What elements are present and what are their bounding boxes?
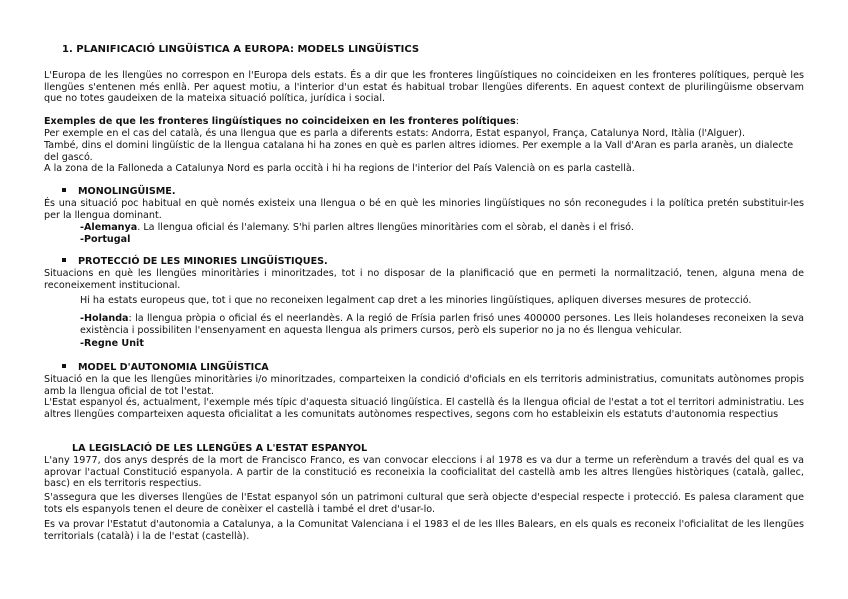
examples-heading-suffix: : <box>515 116 519 127</box>
examples-line-2: També, dins el domini lingüístic de la llengua catalana hi ha zones en què es parlen altres idiomes. Per exemple a la Vall d'Aran es parla aranès, un dialecte del gascó. <box>44 140 794 163</box>
examples-heading <box>44 116 804 128</box>
legislacio-paragraph-1: L'any 1977, dos anys després de la mort de Francisco Franco, es van convocar eleccions i al 1978 es va dur a terme un referèndum a través del qual es va aprovar l'actual Constitució espanyola. A partir de la constitució es reconeixia la cooficialitat del castellà amb les altres llengües històriques (català, gallec, basc) en els territoris respectius. <box>44 455 804 490</box>
example-text-holanda: : la llengua pròpia o oficial és el neerlandès. A la regió de Frísia parlen frisó unes 400000 persones. Les lleis holandeses reconeixen la seva existència i possibiliten l'ensenyament en aquesta llengua als primers cursos, però els superior no ja no és llengua vehicular. <box>80 313 804 336</box>
example-name-holanda: -Holanda <box>80 313 129 324</box>
autonomia-text-1: Situació en la que les llengües minoritàries i/o minoritzades, comparteixen la condició d'oficials en els territoris administratius, comunitats autònomes propis amb la llengua oficial de tot l'estat. <box>44 374 804 397</box>
page-title: 1. PLANIFICACIÓ LINGÜÍSTICA A EUROPA: MODELS LINGÜÍSTICS <box>62 44 420 55</box>
examples-line-3: A la zona de la Falloneda a Catalunya Nord es parla occità i hi ha regions de l'interior del País Valencià on es parla castellà. <box>44 163 635 174</box>
autonomia-text-2: L'Estat espanyol és, actualment, l'exemple més típic d'aquesta situació lingüística. El castellà és la llengua oficial de l'estat a tot el territori administratiu. Les altres llengües comparteixen aquesta oficialitat a les comunitats autònomes respectives, segons com ho estableixin els estatuts d'autonomia respectius <box>44 397 804 420</box>
bullet-square-icon <box>62 364 66 368</box>
intro-paragraph: L'Europa de les llengües no correspon en l'Europa dels estats. És a dir que les fronteres lingüístiques no coincideixen en les fronteres polítiques, perquè les llengües s'entenen més enllà. Per aquest motiu, a l'interior d'un estat és habitual trobar llengües diferents. En aquest context de plurilingüisme observam que no totes gaudeixen de la mateixa situació política, jurídica i social. <box>44 70 804 105</box>
legislacio-heading: LA LEGISLACIÓ DE LES LLENGÜES A L'ESTAT ESPANYOL <box>72 443 368 454</box>
example-text-alemanya: . La llengua oficial és l'alemany. S'hi parlen altres llengües minoritàries com el sòrab, el danès i el frisó. <box>137 222 634 233</box>
example-name-portugal: -Portugal <box>80 234 131 245</box>
legislacio-paragraph-2: S'assegura que les diverses llengües de l'Estat espanyol són un patrimoni cultural que serà objecte d'especial respecte i protecció. Es palesa clarament que tots els espanyols tenen el deure de conèixer el castellà i també el dret d'usar-lo. <box>44 492 804 515</box>
example-name-alemanya: -Alemanya <box>80 222 138 233</box>
examples-line-1: Per exemple en el cas del català, és una llengua que es parla a diferents estats: Andorra, Estat espanyol, França, Catalunya Nord, Itàlia (l'Alguer). <box>44 128 746 139</box>
monolinguisme-text: És una situació poc habitual en què només existeix una llengua o bé en què les minories lingüístiques no són reconegudes i la política pretén substituir-les per la llengua dominant. <box>44 198 804 221</box>
monolinguisme-heading-text: MONOLINGÜISME. <box>78 186 176 197</box>
legislacio-paragraph-3: Es va provar l'Estatut d'autonomia a Catalunya, a la Comunitat Valenciana i el 1983 el de les Illes Balears, en els quals es reconeix l'oficialitat de les llengües territorials (català) i la de l'estat (castellà). <box>44 519 804 542</box>
proteccio-indent: Hi ha estats europeus que, tot i que no reconeixen legalment cap dret a les minories lingüístiques, apliquen diverses mesures de protecció. <box>80 295 752 306</box>
examples-heading-text: Exemples de que les fronteres lingüístiques no coincideixen en les fronteres polítiques <box>44 116 516 127</box>
autonomia-heading-text: MODEL D'AUTONOMIA LINGÜÍSTICA <box>78 362 269 373</box>
proteccio-example-1 <box>80 313 804 336</box>
monolinguisme-example-1 <box>80 222 804 234</box>
monolinguisme-heading <box>62 186 176 198</box>
autonomia-heading <box>62 362 269 374</box>
example-name-regne-unit: -Regne Unit <box>80 338 144 349</box>
bullet-square-icon <box>62 258 66 262</box>
proteccio-heading <box>62 256 328 268</box>
proteccio-text: Situacions en què les llengües minoritàries i minoritzades, tot i no disposar de la planificació que en permeti la normalització, tenen, alguna mena de reconeixement institucional. <box>44 268 804 291</box>
bullet-square-icon <box>62 188 66 192</box>
proteccio-heading-text: PROTECCIÓ DE LES MINORIES LINGÜÍSTIQUES. <box>78 256 328 267</box>
